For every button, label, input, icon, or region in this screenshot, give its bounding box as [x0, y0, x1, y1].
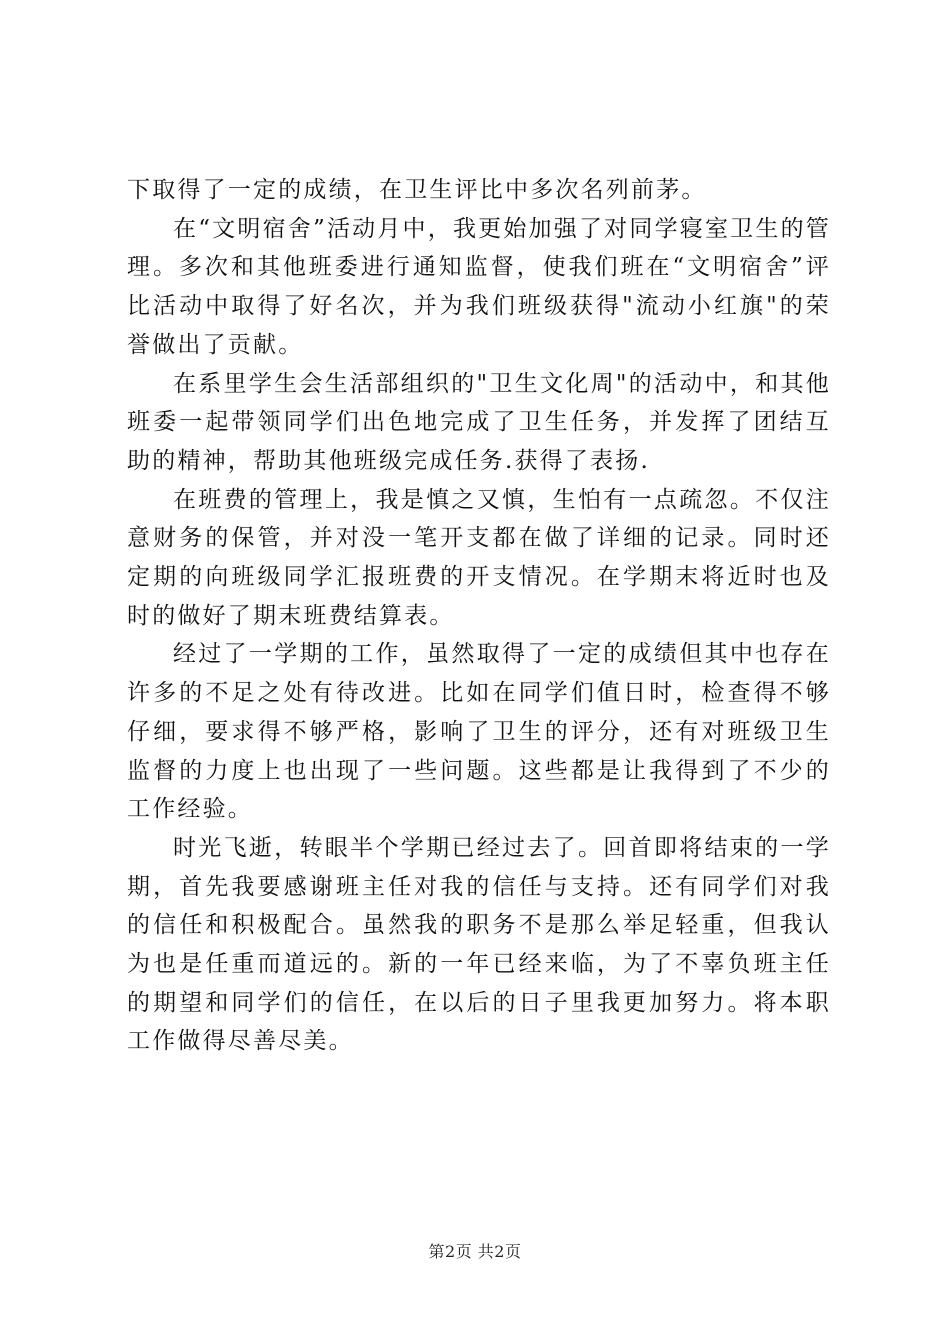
paragraph: 在系里学生会生活部组织的"卫生文化周"的活动中，和其他班委一起带领同学们出色地完成了卫生任务，并发挥了团结互助的精神，帮助其他班级完成任务.获得了表扬.: [127, 370, 831, 474]
paragraph: 经过了一学期的工作，虽然取得了一定的成绩但其中也存在许多的不足之处有待改进。比如在同学们值日时，检查得不够仔细，要求得不够严格，影响了卫生的评分，还有对班级卫生监督的力度上也出现了一些问题。这些都是让我得到了不少的工作经验。: [127, 641, 831, 823]
paragraph: 下取得了一定的成绩，在卫生评比中多次名列前茅。: [127, 177, 707, 203]
paragraph: 时光飞逝，转眼半个学期已经过去了。回首即将结束的一学期，首先我要感谢班主任对我的信任与支持。还有同学们对我的信任和积极配合。虽然我的职务不是那么举足轻重，但我认为也是任重而道远的。新的一年已经来临，为了不辜负班主任的期望和同学们的信任，在以后的日子里我更加努力。将本职工作做得尽善尽美。: [127, 834, 831, 1055]
body-text: [127, 171, 831, 1061]
paragraph: 在班费的管理上，我是慎之又慎，生怕有一点疏忽。不仅注意财务的保管，并对没一笔开支都在做了详细的记录。同时还定期的向班级同学汇报班费的开支情况。在学期末将近时也及时的做好了期末班费结算表。: [127, 486, 831, 629]
page-footer: 第2页 共2页: [428, 1242, 522, 1261]
paragraph: 在“文明宿舍”活动月中，我更始加强了对同学寝室卫生的管理。多次和其他班委进行通知监督，使我们班在“文明宿舍”评比活动中取得了好名次，并为我们班级获得"流动小红旗"的荣誉做出了贡献。: [127, 215, 831, 358]
